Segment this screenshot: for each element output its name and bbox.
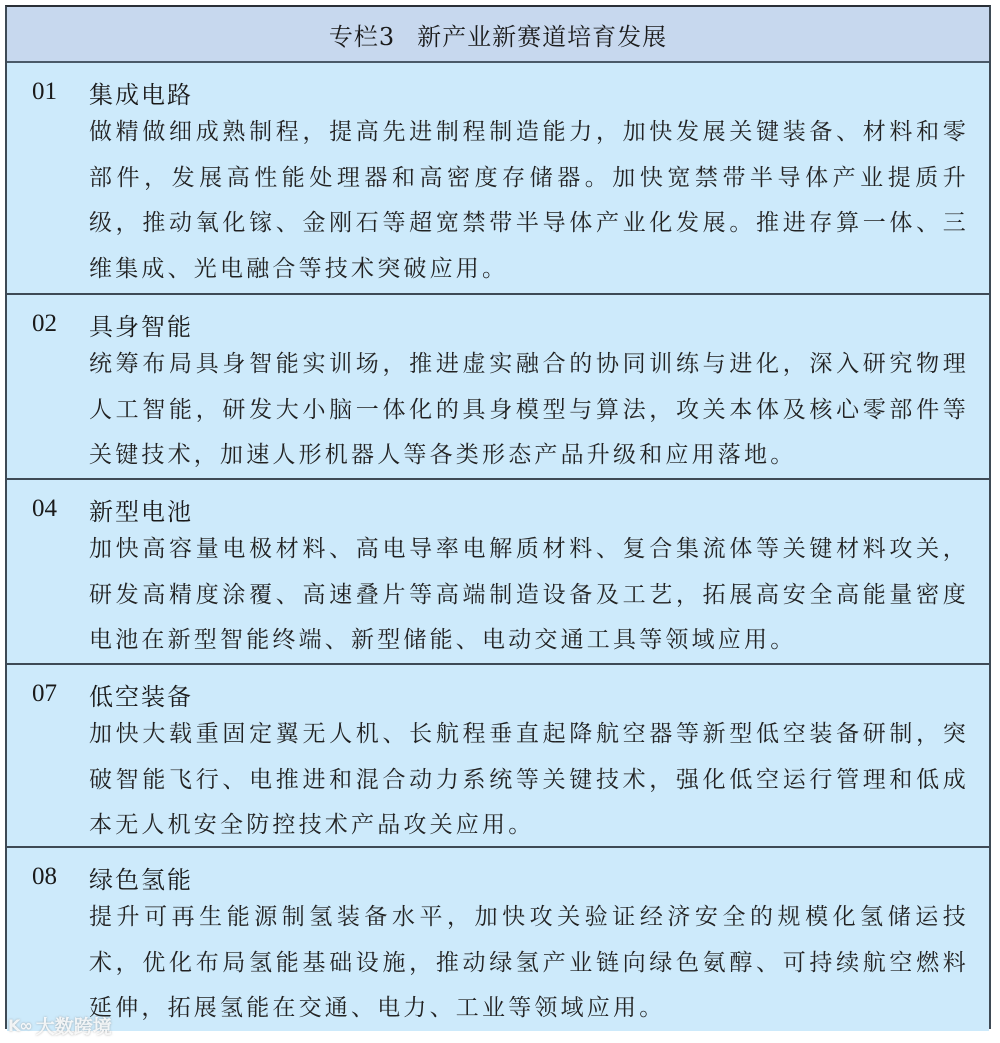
- section-number: 07: [32, 680, 57, 707]
- watermark: [8, 1012, 112, 1039]
- section-title: 具身智能: [89, 312, 193, 341]
- section-new-batteries: [7, 480, 989, 665]
- section-body: 提升可再生能源制氢装备水平，加快攻关验证经济安全的规模化氢储运技术，优化布局氢能基础设施，推动绿氢产业链向绿色氨醇、可持续航空燃料延伸，拓展氢能在交通、电力、工业等领域应用。: [89, 904, 969, 1021]
- section-body: 统筹布局具身智能实训场，推进虚实融合的协同训练与进化，深入研究物理人工智能，研发大小脑一体化的具身模型与算法，攻关本体及核心零部件等关键技术，加速人形机器人等各类形态产品升级和应用落地。: [89, 351, 969, 468]
- section-green-hydrogen: [7, 848, 989, 1031]
- column-title: 新产业新赛道培育发展: [417, 22, 668, 51]
- column-header: [7, 7, 989, 63]
- section-number: 01: [32, 78, 57, 105]
- section-embodied-ai: [7, 295, 989, 480]
- section-title: 新型电池: [89, 497, 193, 526]
- section-number: 08: [32, 863, 57, 890]
- kuajing-logo-icon: K∞: [8, 1016, 32, 1035]
- section-title: 低空装备: [89, 682, 193, 711]
- section-body: 加快高容量电极材料、高电导率电解质材料、复合集流体等关键材料攻关，研发高精度涂覆、高速叠片等高端制造设备及工艺，拓展高安全高能量密度电池在新型智能终端、新型储能、电动交通工具等领域应用。: [89, 536, 969, 653]
- section-body: 加快大载重固定翼无人机、长航程垂直起降航空器等新型低空装备研制，突破智能飞行、电推进和混合动力系统等关键技术，强化低空运行管理和低成本无人机安全防控技术产品攻关应用。: [89, 721, 969, 838]
- column-label: 专栏3: [328, 22, 396, 51]
- section-number: 04: [32, 495, 57, 522]
- section-integrated-circuits: [7, 63, 989, 295]
- section-title: 集成电路: [89, 80, 193, 109]
- section-title: 绿色氢能: [89, 865, 193, 894]
- section-number: 02: [32, 310, 57, 337]
- watermark-text: 大数跨境: [35, 1016, 112, 1038]
- section-body: 做精做细成熟制程，提高先进制程制造能力，加快发展关键装备、材料和零部件，发展高性能处理器和高密度存储器。加快宽禁带半导体产业提质升级，推动氧化镓、金刚石等超宽禁带半导体产业化发展。推进存算一体、三维集成、光电融合等技术突破应用。: [89, 119, 969, 282]
- section-low-altitude-equipment: [7, 665, 989, 848]
- column-box: [5, 5, 991, 1029]
